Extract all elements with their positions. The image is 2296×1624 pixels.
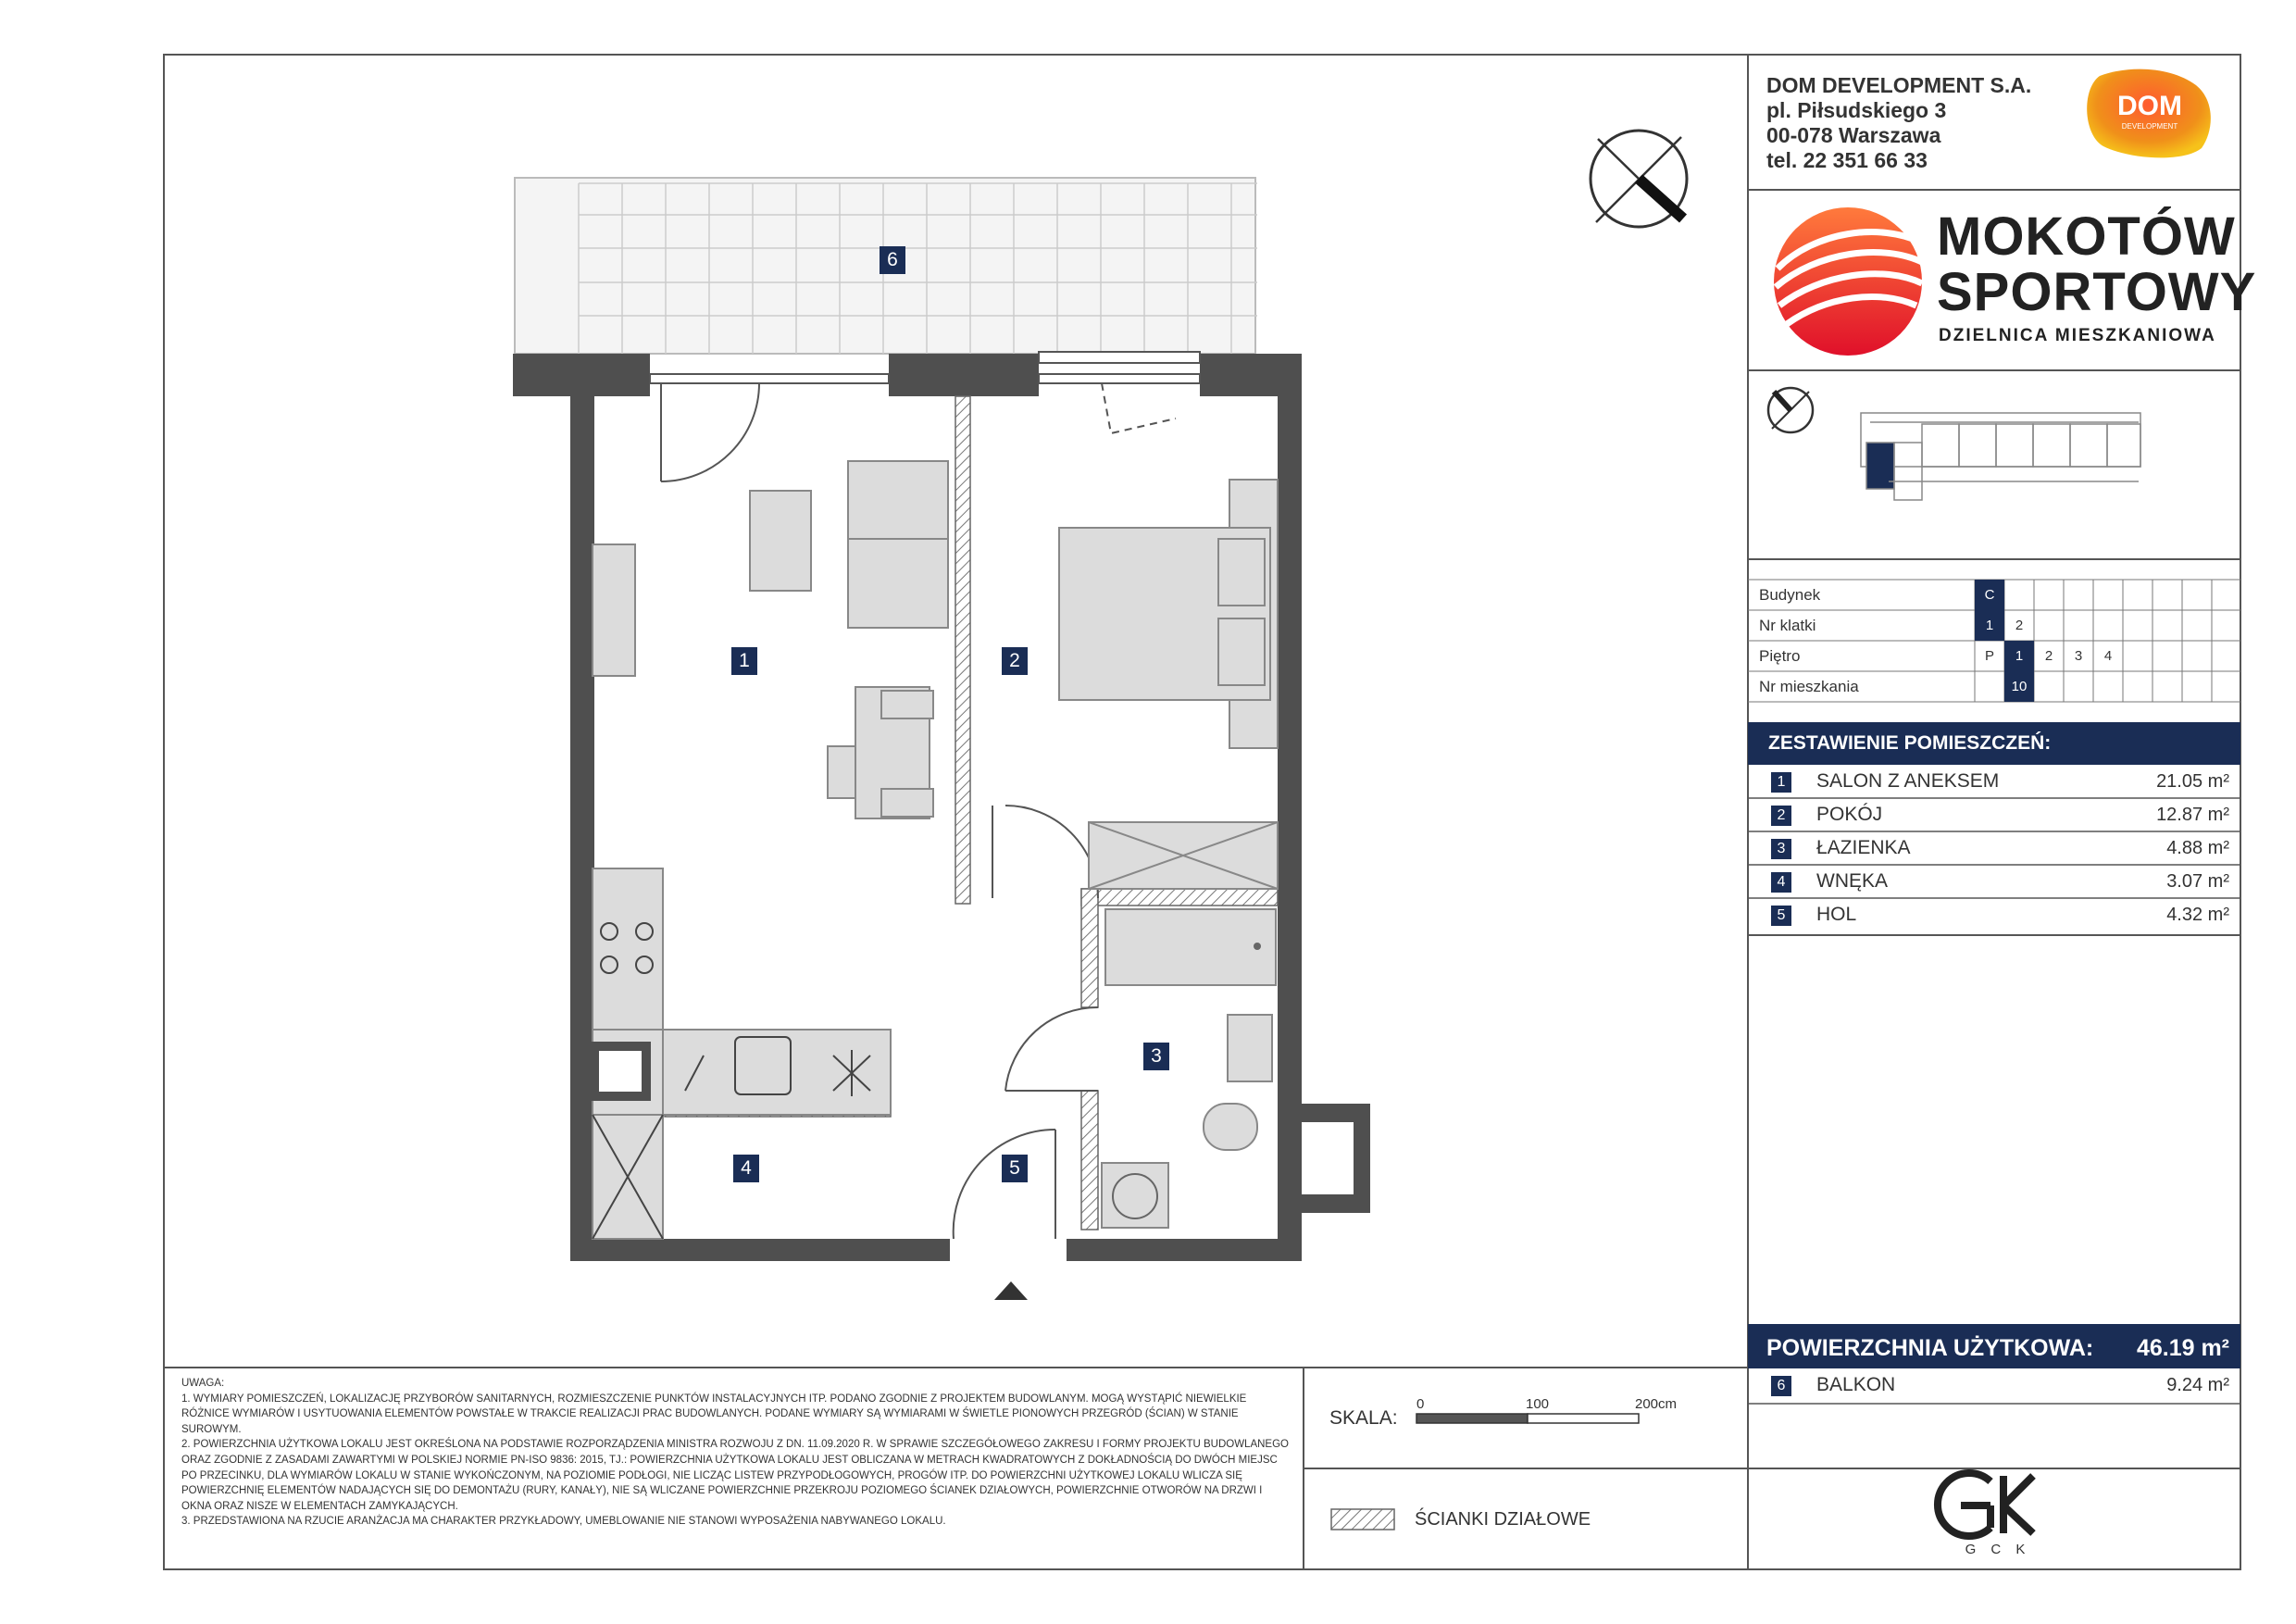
key-plan [1861,413,2140,500]
info-cell-floor-3: 3 [2074,648,2083,664]
room-row-area-3: 4.88 m² [2166,838,2229,858]
plan-label-1: 1 [731,647,757,675]
gck-logo [1938,1473,2033,1536]
scale-tick-100: 100 [1526,1396,1550,1412]
info-cell-staircase-2: 2 [2015,618,2024,633]
room-row-name-4: WNĘKA [1816,870,1889,892]
company-phone: tel. 22 351 66 33 [1766,148,1928,172]
info-label-floor: Piętro [1759,647,1801,665]
info-cell-floor-2: 2 [2044,648,2053,664]
plan-label-4: 4 [733,1155,759,1182]
floor-plan [513,178,1370,1300]
legend-partition-label: ŚCIANKI DZIAŁOWE [1415,1509,1591,1530]
room-row-area-4: 3.07 m² [2166,871,2229,892]
company-city: 00-078 Warszawa [1766,123,1941,147]
room-row-name-2: POKÓJ [1816,804,1883,825]
room-row-num-3: 3 [1771,839,1791,859]
scale-tick-0: 0 [1416,1396,1425,1412]
room-row-area-5: 4.32 m² [2166,905,2229,925]
notes-item-2: 2. POWIERZCHNIA UŻYTKOWA LOKALU JEST OKREŚLONA NA PODSTAWIE ROZPORZĄDZENIA MINISTRA ROZWOJU Z DN. 11.09.2020 R. W SPRAWIE SZCZEGÓŁOWEGO ZAKRESU I FORMY PROJEKTU BUDOWLANEGO ORAZ ZGODNIE Z ZASADAMI ZAWARTYMI W POLSKIEJ NORMIE PN-ISO 9836: 2015, TJ.: POWIERZCHNIA UŻYTKOWA LOKALU JEST OBLICZANA W METRACH KWADRATOWYCH Z DOKŁADNOŚCIĄ DO DWÓCH MIEJSC PO PRZECINKU, DLA WYMIARÓW LOKALU W STANIE WYKOŃCZONYM, NA POZIOMIE PODŁOGI, NIE LICZĄC LISTEW PRZYPODŁOGOWYCH, PROGÓW ITP. DO POWIERZCHNI UŻYTKOWEJ LOKALU WLICZA SIĘ POWIERZCHNIĘ ELEMENTÓW NADAJĄCYCH SIĘ DO DEMONTAŻU (RURY, KANAŁY), NIE SĄ WLICZANE POWIERZCHNIE PRZEKROJU POZIOMEGO ŚCIANEK DZIAŁOWYCH, POWIERZCHNIE OTWORÓW NA DRZWI I OKNA ORAZ NISZE W ELEMENTACH ZAMYKAJĄCYCH. [181,1439,1289,1512]
dom-logo-subtext: DEVELOPMENT [2121,122,2178,131]
dom-logo-text: DOM [2117,91,2182,121]
room-row-area-1: 21.05 m² [2156,771,2229,792]
plan-label-3: 3 [1143,1043,1169,1070]
scale-bar [1416,1414,1639,1423]
room-row-num-1: 1 [1771,772,1791,793]
room-row-name-3: ŁAZIENKA [1816,837,1911,858]
info-cell-floor-1: 1 [2015,648,2024,664]
plan-label-6: 6 [880,246,905,274]
company-street: pl. Piłsudskiego 3 [1766,98,1947,122]
usable-area-bar [1748,1324,2240,1368]
scale-tick-200: 200cm [1635,1396,1678,1412]
mokotow-sportowy-logo [1774,207,1924,356]
balcony-area: 9.24 m² [2166,1375,2229,1395]
info-label-building: Budynek [1759,586,1821,604]
scale-label: SKALA: [1329,1407,1398,1429]
info-cell-floor-p: P [1984,648,1994,664]
info-cell-apartment: 10 [2011,679,2028,694]
compass [1591,131,1687,227]
rooms-header: ZESTAWIENIE POMIESZCZEŃ: [1748,722,2240,765]
room-row-num-4: 4 [1771,872,1791,893]
usable-area-label: POWIERZCHNIA UŻYTKOWA: [1766,1335,2094,1361]
room-row-name-1: SALON Z ANEKSEM [1816,770,2000,792]
plan-label-5: 5 [1002,1155,1028,1182]
partition-swatch [1331,1509,1394,1530]
project-subtitle: DZIELNICA MIESZKANIOWA [1939,326,2216,345]
plan-label-2: 2 [1002,647,1028,675]
info-label-apartment: Nr mieszkania [1759,678,1859,695]
mini-compass [1768,388,1813,432]
room-row-name-5: HOL [1816,904,1857,925]
usable-area-value: 46.19 m² [2136,1335,2229,1361]
info-cell-staircase-1: 1 [1985,618,1994,633]
company-name: DOM DEVELOPMENT S.A. [1766,73,2032,97]
info-cell-building: C [1984,587,1995,603]
project-name-line1: MOKOTÓW [1937,206,2236,267]
room-row-num-5: 5 [1771,906,1791,926]
info-cell-floor-4: 4 [2103,648,2113,664]
room-row-num-2: 2 [1771,806,1791,826]
gck-letters: G C K [1965,1542,2031,1557]
notes-title: UWAGA: [181,1378,225,1389]
notes-item-1: 1. WYMIARY POMIESZCZEŃ, LOKALIZACJĘ PRZYBORÓW SANITARNYCH, ROZMIESZCZENIE PUNKTÓW INSTALACYJNYCH ITP. PODANO ZGODNIE Z PROJEKTEM BUDOWLANYM. MOGĄ WYSTĄPIĆ NIEWIELKIE RÓŻNICE WYMIARÓW I USYTUOWANIA ELEMENTÓW POWSTAŁE W TRAKCIE REALIZACJI PRAC BUDOWLANYCH. PODANE WYMIARY SĄ WYMIARAMI W ŚWIETLE PIONOWYCH PRZEGRÓD (ŚCIAN) W STANIE SUROWYM. [181,1393,1247,1435]
project-name-line2: SPORTOWY [1937,262,2257,322]
balcony-num: 6 [1771,1376,1791,1396]
room-row-area-2: 12.87 m² [2156,805,2229,825]
notes-block [181,1376,1291,1530]
info-label-staircase: Nr klatki [1759,617,1816,634]
balcony-name: BALKON [1816,1374,1896,1395]
notes-item-3: 3. PRZEDSTAWIONA NA RZUCIE ARANŻACJA MA CHARAKTER PRZYKŁADOWY, UMEBLOWANIE NIE STANOWI WYPOSAŻENIA NABYWANEGO LOKALU. [181,1516,946,1528]
